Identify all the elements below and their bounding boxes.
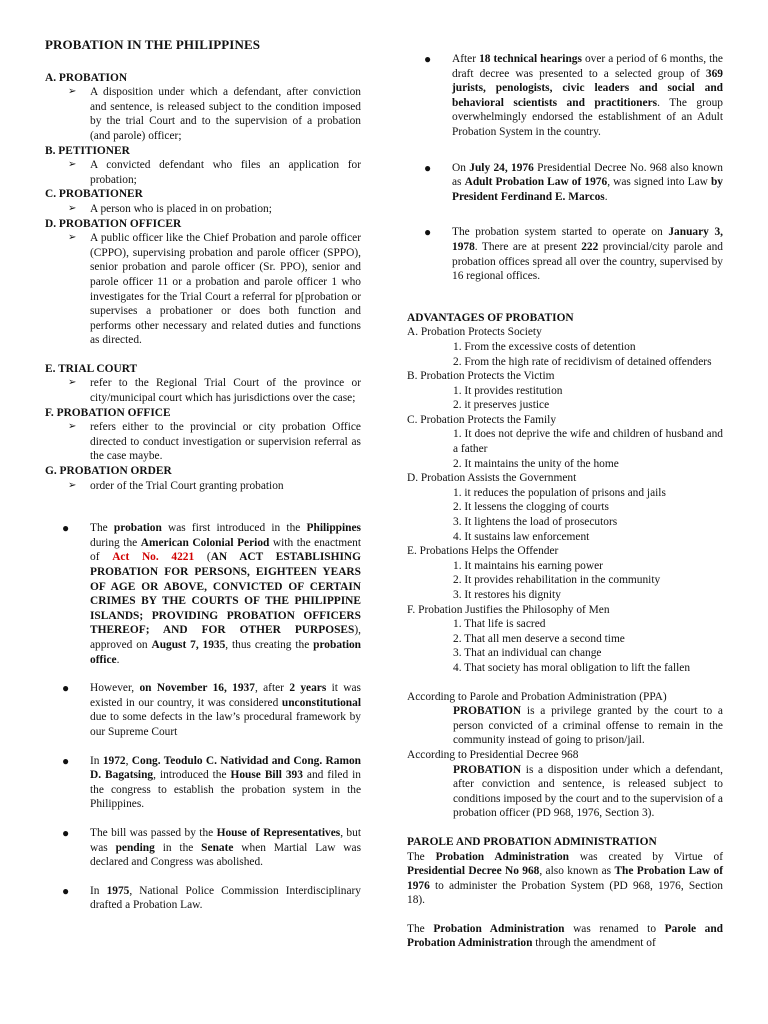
text: when Martial Law was declared and Congress was abolished. (90, 841, 362, 869)
text: , was signed into Law (607, 176, 711, 189)
text-bold: on November 16, 1937 (139, 682, 255, 695)
text: , after (254, 682, 290, 695)
advantage-category: B. Probation Protects the Victim (407, 370, 555, 383)
advantage-category: E. Probations Helps the Offender (407, 545, 559, 558)
definition-heading: F. PROBATION OFFICE (45, 406, 171, 419)
act-number-highlight: Act No. 4221 (112, 551, 195, 564)
text-bold: Cong. Teodulo C. Natividad and Cong. Ramon D. Bagatsing (90, 754, 361, 782)
text: In (90, 884, 107, 897)
text: , thus creating the (225, 638, 314, 651)
text-bold: Adult Probation Law of 1976 (464, 176, 608, 189)
advantage-category: A. Probation Protects Society (407, 326, 542, 339)
definition-text: refer to the Regional Trial Court of the province or city/municipal court which has jurisdictions over the case; (90, 377, 361, 405)
definition-item (68, 158, 361, 187)
text-bold: Philippines (306, 522, 361, 535)
advantage-category: C. Probation Protects the Family (407, 413, 557, 426)
text-bold: 1972 (102, 754, 126, 767)
history-bullet-2 (62, 681, 361, 739)
advantage-category: D. Probation Assists the Government (407, 472, 577, 485)
arrow-bullet-icon: ➢ (68, 86, 77, 98)
advantage-item: 1. It maintains his earning power (453, 559, 603, 572)
definition-heading: G. PROBATION ORDER (45, 465, 172, 478)
text: , also known as (539, 865, 615, 878)
definition-text: A convicted defendant who files an application for probation; (90, 159, 361, 186)
text-bold: pending (115, 841, 155, 854)
history-bullet-3 (62, 754, 361, 812)
text-bold: probation (113, 522, 162, 535)
text: , (125, 754, 132, 767)
definition-item (68, 479, 361, 494)
definition-heading: B. PETITIONER (45, 144, 130, 157)
advantage-item: 2. It provides rehabilitation in the community (453, 574, 661, 587)
definition-text: refers either to the provincial or city probation Office directed to conduct investigation or supervision referral as the case maybe. (90, 421, 361, 463)
advantage-item: 1. It provides restitution (453, 384, 563, 397)
text-bold: 369 jurists, penologists, civic leaders and social and behavioral scientists and practitioners (452, 67, 723, 109)
arrow-bullet-icon: ➢ (68, 232, 77, 244)
advantage-item: 2. it preserves justice (453, 399, 550, 412)
text: in the (154, 841, 202, 854)
text: was first introduced in the (161, 522, 307, 535)
arrow-bullet-icon: ➢ (68, 377, 77, 389)
advantage-category: F. Probation Justifies the Philosophy of Men (407, 603, 610, 616)
definitions-list (45, 71, 361, 494)
text: is a privilege granted by the court to a person convicted of a criminal offense to remain in the community instead of going to prison/jail. (453, 705, 723, 747)
text: After (452, 53, 480, 65)
advantage-item: 2. From the high rate of recidivism of detained offenders (453, 355, 712, 368)
ppa-definition (453, 704, 723, 748)
advantage-item: 4. It sustains law enforcement (453, 530, 590, 543)
term-bold: PROBATION (453, 763, 522, 776)
bullet-dot-icon: ● (62, 521, 70, 536)
text: ( (194, 551, 211, 564)
text-bold: Probation Administration (435, 850, 570, 863)
bullet-dot-icon: ● (62, 681, 70, 696)
text-bold: July 24, 1976 (469, 161, 534, 174)
arrow-bullet-icon: ➢ (68, 479, 77, 491)
arrow-bullet-icon: ➢ (68, 159, 77, 171)
advantage-item: 1. That life is sacred (453, 618, 546, 631)
text: The (90, 522, 114, 535)
pd-definition-intro: According to Presidential Decree 968 (407, 748, 579, 761)
advantage-item: 3. It restores his dignity (453, 589, 561, 601)
act-title-bold: AN ACT ESTABLISHING PROBATION FOR PERSONS, EIGHTEEN YEARS OF AGE OR ABOVE, CONVICTED OF CERTAIN CRIMES BY THE COURTS OF THE PHILIPPINE ISLANDS; PROVIDING PROBATION OFFICERS THEREOF; AND FOR OTHER PURPOSES (90, 551, 361, 637)
text: ), approved on (90, 624, 361, 651)
advantages-list (407, 325, 723, 675)
advantage-item: 3. That an individual can change (453, 647, 602, 660)
history-bullet-8 (424, 225, 723, 283)
text-bold: 18 technical hearings (479, 53, 582, 65)
text-bold: American Colonial Period (140, 536, 270, 549)
text-bold: House Bill 393 (230, 769, 303, 782)
advantage-item: 2. It maintains the unity of the home (453, 457, 619, 470)
text: In (90, 754, 103, 767)
text-bold: House of Representatives (216, 826, 341, 839)
bullet-dot-icon: ● (62, 883, 70, 898)
text: The bill was passed by the (90, 826, 217, 839)
text: , introduced the (153, 769, 231, 782)
definition-text: order of the Trial Court granting probation (90, 479, 284, 492)
text-bold: Parole and Probation Administration (407, 922, 723, 950)
advantage-item: 1. It does not deprive the wife and children of husband and a father (453, 428, 723, 456)
advantage-item: 1. From the excessive costs of detention (453, 340, 636, 353)
text-bold: unconstitutional (281, 696, 361, 709)
text: is a disposition under which a defendant, after conviction and sentence, is released subject to conditions imposed by the court and to the supervision of a probation officer (PD 968, 1976, Section 3). (453, 763, 723, 820)
definition-text: A person who is placed in on probation; (90, 202, 272, 215)
left-column (45, 38, 361, 927)
text: . There are at present (474, 240, 582, 253)
definition-text: A public officer like the Chief Probation and parole officer (CPPO), supervising probation and parole officer (SPPO), senior probation and parole officer (Sr. PPO), senior and parole officer 11 or a probation and parole officer 1 who investigates for the Trial Court a referral for p[probation or supervises a probationer or does both function and performs other necessary and related duties and functions as directed. (90, 232, 361, 347)
text: . The group overwhelmingly endorsed the establishment of an Adult Probation System in the country. (452, 96, 723, 138)
text: with the enactment of (90, 536, 361, 564)
bullet-dot-icon: ● (424, 52, 432, 66)
history-bullet-5 (62, 884, 361, 913)
ppa-paragraph-1 (407, 850, 723, 908)
ppa-definition-intro: According to Parole and Probation Administration (PPA) (407, 690, 667, 703)
text-bold: 222 (581, 240, 599, 253)
text-bold: Presidential Decree No 968 (407, 865, 540, 878)
text: On (452, 161, 470, 174)
text-bold: Senate (201, 841, 234, 854)
page-title: PROBATION IN THE PHILIPPINES (45, 37, 261, 52)
advantage-item: 4. That society has moral obligation to lift the fallen (453, 661, 691, 674)
text-bold: probation office (90, 638, 362, 666)
text: through the amendment of (532, 937, 656, 950)
text: it was existed in our country, it was considered (90, 682, 361, 709)
definition-item (68, 85, 361, 143)
text: during the (90, 536, 141, 549)
term-bold: PROBATION (453, 705, 522, 718)
definition-text: A disposition under which a defendant, after conviction and sentence, is released subject to the condition imposed by the trial Court and to the supervision of a probation (and parole) officer; (90, 86, 361, 142)
text-bold: 1975 (106, 884, 130, 897)
bullet-dot-icon: ● (62, 825, 70, 840)
text: was renamed to (564, 922, 665, 935)
text-bold: The Probation Law of 1976 (407, 865, 723, 892)
text: to administer the Probation System (PD 968, 1976, Section 18). (407, 879, 723, 907)
arrow-bullet-icon: ➢ (68, 202, 77, 214)
advantage-item: 2. That all men deserve a second time (453, 632, 625, 645)
text: The (407, 850, 436, 863)
text: provincial/city parole and probation offices spread all over the country, supervised by 16 regional offices. (452, 240, 723, 283)
text-bold: by President Ferdinand E. Marcos (452, 176, 723, 203)
text-bold: August 7, 1935 (151, 638, 226, 651)
text: , National Police Commission Interdisciplinary drafted a Probation Law. (90, 884, 362, 912)
ppa-paragraph-2 (407, 922, 723, 951)
text: . (604, 190, 608, 203)
right-column (407, 52, 723, 951)
history-bullet-1 (62, 521, 361, 667)
definition-heading: C. PROBATIONER (45, 188, 143, 201)
definition-item (68, 420, 361, 464)
definition-heading: A. PROBATION (45, 71, 128, 84)
text: , but was (90, 826, 361, 854)
history-bullet-7 (424, 161, 723, 205)
arrow-bullet-icon: ➢ (68, 421, 77, 433)
text-bold: January 3, 1978 (452, 226, 723, 253)
ppa-heading: PAROLE AND PROBATION ADMINISTRATION (407, 835, 657, 848)
text: Presidential Decree No. 968 also known as (452, 161, 723, 189)
text: . (116, 653, 120, 666)
text: The probation system started to operate on (452, 226, 669, 239)
text: However, (90, 682, 140, 695)
text: over a period of 6 months, the draft decree was presented to a selected group of (452, 53, 723, 80)
text: The (407, 922, 434, 935)
definition-item (68, 376, 361, 405)
advantage-item: 2. It lessens the clogging of courts (453, 501, 609, 514)
definition-item (68, 202, 361, 217)
definition-heading: E. TRIAL COURT (45, 362, 138, 375)
bullet-dot-icon: ● (62, 753, 70, 768)
pd-definition (453, 763, 723, 821)
definition-heading: D. PROBATION OFFICER (45, 217, 182, 230)
history-bullet-4 (62, 826, 361, 870)
definition-item (68, 231, 361, 348)
text: due to some defects in the law’s procedural framework by our Supreme Court (90, 711, 361, 738)
history-bullet-6 (424, 52, 723, 140)
bullet-dot-icon: ● (424, 160, 432, 175)
advantage-item: 3. It lightens the load of prosecutors (453, 516, 618, 529)
text: was created by Virtue of (569, 850, 723, 863)
advantages-heading: ADVANTAGES OF PROBATION (407, 311, 574, 324)
bullet-dot-icon: ● (424, 225, 432, 240)
text-bold: Probation Administration (433, 922, 565, 935)
text: and filed in the congress to establish the probation system in the Philippines. (90, 769, 361, 811)
text-bold: 2 years (289, 682, 327, 695)
advantage-item: 1. it reduces the population of prisons and jails (453, 486, 666, 499)
